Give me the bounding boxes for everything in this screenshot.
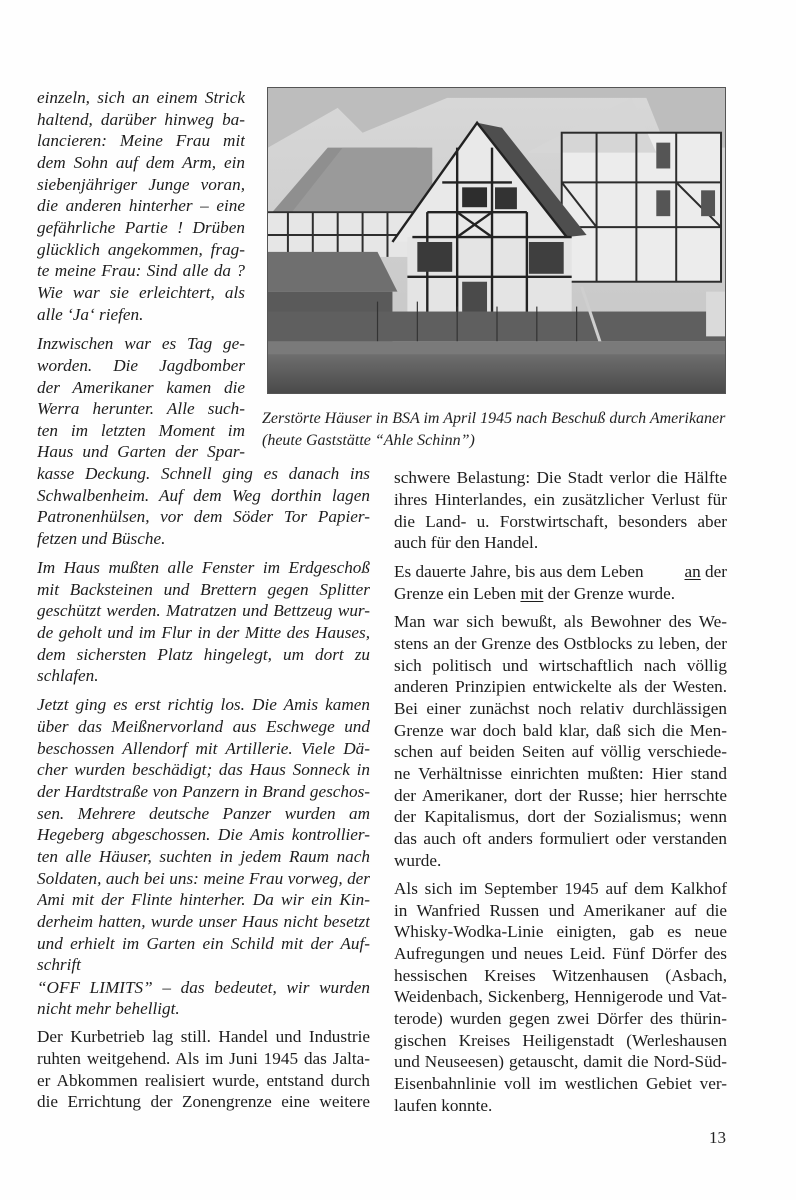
text-line: ne Verhältnisse einrichten mußten: Hier stand xyxy=(394,764,727,783)
photo-destroyed-houses xyxy=(267,87,726,394)
text-line: Ami mit der Flinte hinterher. Da wir ein Kin- xyxy=(37,890,370,909)
text-line: einzeln, sich an einem Strick xyxy=(37,88,245,107)
text-line: Hegeberg abgeschossen. Die Amis kontrollier- xyxy=(37,825,370,844)
text-line: terode) wurden gegen zwei Dörfer des thürin- xyxy=(394,1009,727,1028)
text-line-with-underline xyxy=(394,562,727,582)
text-line: beschossen Allendorf mit Artillerie. Viele Dä- xyxy=(37,739,370,758)
text-line: Aufregungen und neues Leid. Fünf Dörfer des xyxy=(394,944,727,963)
text-line: Im Haus mußten alle Fenster im Erdgeschoß xyxy=(37,558,370,577)
text-line: ihres Hinterlandes, ein zusätzlicher Verlust für xyxy=(394,490,727,509)
figure-caption-line-1: Zerstörte Häuser in BSA im April 1945 nach Beschuß durch Amerikaner xyxy=(262,410,726,427)
text-segment: Grenze ein Leben xyxy=(394,584,521,603)
text-line-with-underline xyxy=(394,584,675,604)
text-line: Eisenbahnlinie voll im westlichen Gebiet ver- xyxy=(394,1074,727,1093)
text-line: gischen Kreises Heiligenstadt (Werleshausen xyxy=(394,1031,727,1050)
text-line: das auch oft anders formuliert oder verstanden xyxy=(394,829,727,848)
text-line: ten alle Häuser, suchten in jedem Raum nach xyxy=(37,847,370,866)
text-group xyxy=(685,562,727,582)
text-line: dem sichersten Platz hingelegt, um dort zu xyxy=(37,645,370,664)
text-line: die anderen hinterher – eine xyxy=(37,196,245,215)
text-line: lancieren: Meine Frau mit xyxy=(37,131,245,150)
text-line: schlafen. xyxy=(37,666,99,685)
text-line: der Kapitalismus, dort der Sozialismus; wenn xyxy=(394,807,727,826)
text-line: “OFF LIMITS” – das bedeutet, wir wurden xyxy=(37,978,370,997)
text-line: Soldaten, auch bei uns: meine Frau vorweg, der xyxy=(37,869,370,888)
text-line: in Wanfried Russen und Amerikaner auf die xyxy=(394,901,727,920)
text-line: Weidenbach, Sickenberg, Hennigerode und Vat- xyxy=(394,987,727,1006)
underlined-word-mit: mit xyxy=(520,584,544,603)
underlined-word-an: an xyxy=(684,562,701,581)
text-line: die Land- u. Forstwirtschaft, besonders aber xyxy=(394,512,727,531)
text-line: Wie war sie erleichtert, als xyxy=(37,283,245,302)
text-line: er Abkommen realisiert wurde, entstand durch xyxy=(37,1071,370,1090)
text-line: Haus und Garten der Spar- xyxy=(37,442,245,461)
text-line: siebenjähriger Junge voran, xyxy=(37,175,245,194)
text-line: Grenze war doch bald klar, daß sich die Men- xyxy=(394,721,727,740)
text-segment: Es dauerte Jahre, bis aus dem Leben xyxy=(394,562,648,581)
text-line: gefährliche Partie ! Drüben xyxy=(37,218,245,237)
text-line: ten im letzten Moment im xyxy=(37,421,245,440)
text-line: schrift xyxy=(37,955,81,974)
text-segment: der xyxy=(700,562,727,581)
text-line: Inzwischen war es Tag ge- xyxy=(37,334,245,353)
text-line: der Hardtstraße von Panzern in Brand geschos- xyxy=(37,782,370,801)
text-line: auch für den Handel. xyxy=(394,533,539,552)
figure-caption-line-2: (heute Gaststätte “Ahle Schinn”) xyxy=(262,432,475,449)
text-line: worden. Die Jagdbomber xyxy=(37,356,245,375)
text-line: der Amerikaner kamen die xyxy=(37,378,245,397)
text-line: der Amerikaner, dort der Russe; hier herrschte xyxy=(394,786,727,805)
text-line: dem Sohn auf dem Arm, ein xyxy=(37,153,245,172)
text-line: ruhten weitgehend. Als im Juni 1945 das Jalta- xyxy=(37,1049,370,1068)
text-line: und Neuseesen) getauscht, damit die Nord-Süd- xyxy=(394,1052,727,1071)
text-line: Patronenhülsen, vor dem Söder Tor Papier- xyxy=(37,507,370,526)
text-line: fetzen und Büsche. xyxy=(37,529,166,548)
text-line: sen. Mehrere deutsche Panzer wurden am xyxy=(37,804,370,823)
photo-image xyxy=(268,88,725,393)
text-line: anderen Prinzipien entwickelte als der Westen. xyxy=(394,677,727,696)
text-line: Bei einer zunächst noch relativ durchlässigen xyxy=(394,699,727,718)
text-line: die Errichtung der Zonengrenze eine weitere xyxy=(37,1092,370,1111)
text-line: sich politisch und wirtschaftlich nach völlig xyxy=(394,656,727,675)
text-line: Der Kurbetrieb lag still. Handel und Industrie xyxy=(37,1027,370,1046)
text-line: cher wurden beschädigt; das Haus Sonneck in xyxy=(37,760,370,779)
text-line: wurde. xyxy=(394,851,442,870)
text-line: Schwalbenheim. Auf dem Weg dorthin lagen xyxy=(37,486,370,505)
text-line: geschützt werden. Matratzen und Bettzeug wur- xyxy=(37,601,370,620)
text-line: Jetzt ging es erst richtig los. Die Amis kamen xyxy=(37,695,370,714)
text-line: Whisky-Wodka-Linie einigten, gab es neue xyxy=(394,922,727,941)
page-number: 13 xyxy=(709,1128,726,1147)
text-line: Man war sich bewußt, als Bewohner des We- xyxy=(394,612,727,631)
text-line: glücklich angekommen, frag- xyxy=(37,240,245,259)
text-line: nicht mehr behelligt. xyxy=(37,999,180,1018)
text-line: haltend, darüber hinweg ba- xyxy=(37,110,245,129)
text-line: de geholt und im Flur in der Mitte des Hauses, xyxy=(37,623,370,642)
text-line: mit Backsteinen und Brettern gegen Splitter xyxy=(37,580,370,599)
text-line: kasse Deckung. Schnell ging es danach ins xyxy=(37,464,370,483)
text-line: schen auf beiden Seiten auf völlig verschiede- xyxy=(394,742,727,761)
text-line: Werra herunter. Alle such- xyxy=(37,399,245,418)
text-line: stens an der Grenze des Ostblocks zu leben, der xyxy=(394,634,727,653)
text-line: hessischen Kreises Witzenhausen (Asbach, xyxy=(394,966,727,985)
text-line: derheim hatten, wurde unser Haus nicht besetzt xyxy=(37,912,370,931)
text-line: Als sich im September 1945 auf dem Kalkhof xyxy=(394,879,727,898)
text-line: über das Meißnervorland aus Eschwege und xyxy=(37,717,370,736)
text-line: laufen konnte. xyxy=(394,1096,493,1115)
text-line: alle ‘Ja‘ riefen. xyxy=(37,305,144,324)
text-segment: der Grenze wurde. xyxy=(543,584,676,603)
text-line: te meine Frau: Sind alle da ? xyxy=(37,261,245,280)
text-line: schwere Belastung: Die Stadt verlor die Hälfte xyxy=(394,468,727,487)
text-line: und erhielt im Garten ein Schild mit der Auf- xyxy=(37,934,370,953)
